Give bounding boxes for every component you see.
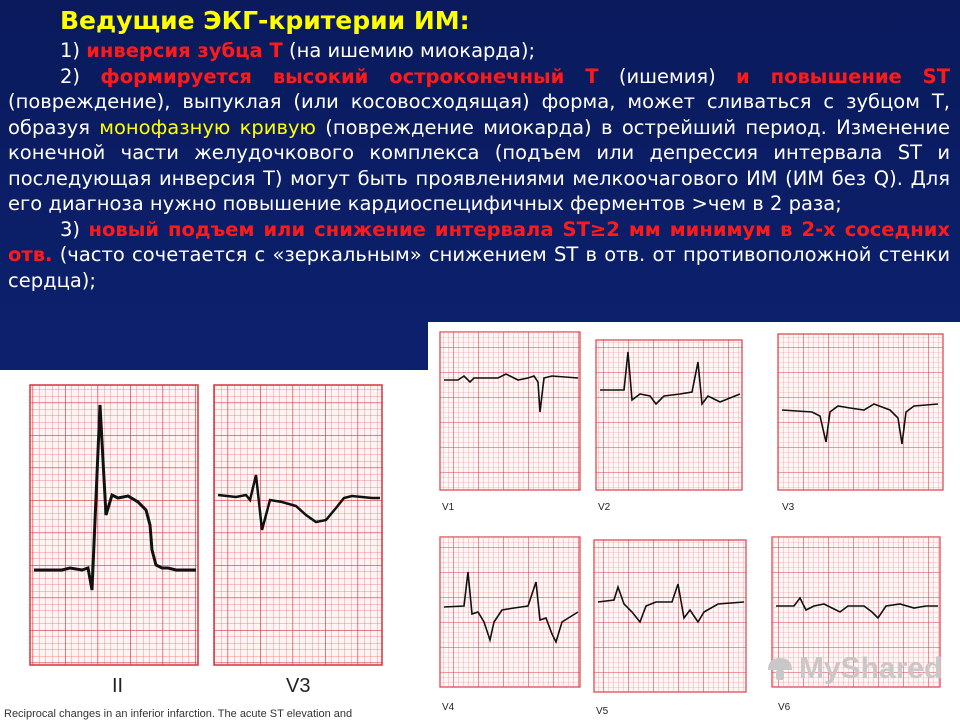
criterion-2-highlight-1: формируется высокий остроконечный Т [100, 64, 599, 88]
ecg-lead-v1 [440, 332, 580, 513]
ecg-lead-v2 [596, 340, 742, 513]
lead-label-ii: II [112, 675, 124, 697]
ecg-grid-ii [30, 385, 198, 665]
slide-title: Ведущие ЭКГ-критерии ИМ: [60, 6, 470, 35]
ecg-lead-v6 [772, 537, 943, 713]
lead-label-v5: V5 [596, 706, 609, 717]
criterion-3-number: 3) [60, 217, 89, 241]
ecg-lead-v5 [594, 540, 746, 717]
criterion-2-text-1: (ишемия) [598, 64, 737, 88]
left-ecg-figure [0, 370, 432, 720]
ecg-grid-v4 [440, 537, 580, 687]
criterion-1 [8, 38, 950, 64]
left-ecg-panel [0, 370, 432, 720]
criterion-3 [8, 217, 950, 294]
criterion-2-text-3: (повреждение миокарда) в острейший период. Изменение конечной части желудочкового комплекса (подъем или депрессия интервала ST и последующая инверсия Т) могут быть проявлениями мелкоочагового ИМ (ИМ без Q). Для его диагноза нужно повышение кардиоспецифичных ферментов >чем в 2 раза; [8, 115, 950, 215]
watermark [765, 652, 942, 686]
criterion-3-highlight: новый подъем или снижение интервала ST≥2 мм минимум в 2-х соседних отв. [8, 217, 950, 266]
criterion-1-number: 1) [60, 39, 87, 62]
watermark-text: MyShared [799, 652, 943, 685]
ecg-grid-v2 [596, 340, 742, 490]
ecg-strip-v3-left [214, 385, 382, 697]
criterion-2-highlight-yellow: монофазную кривую [99, 115, 316, 139]
ecg-grid-v3 [214, 385, 382, 665]
lead-label-v4: V4 [442, 702, 455, 713]
ecg-lead-v4 [440, 537, 580, 713]
criterion-2-highlight-2: и повышение ST [736, 64, 950, 88]
ecg-strip-ii [30, 385, 198, 697]
ecg-lead-v3-right [778, 334, 943, 513]
criterion-1-text: (на ишемию миокарда); [282, 39, 536, 62]
criterion-2 [8, 64, 950, 217]
figure-caption: Reciprocal changes in an inferior infarction. The acute ST elevation and [4, 708, 353, 720]
slide-text [8, 4, 950, 293]
mushroom-logo-icon [765, 654, 795, 684]
ecg-grid-v1 [440, 332, 580, 490]
criterion-1-highlight: инверсия зубца Т [86, 39, 283, 62]
criterion-2-number: 2) [60, 64, 101, 88]
criterion-2-text-2: (повреждение), выпуклая (или косовосходящая) форма, может сливаться с зубцом Т, образуя [8, 90, 950, 139]
lead-label-v2: V2 [598, 502, 611, 513]
criterion-3-text: (часто сочетается с «зеркальным» снижением ST в отв. от противоположной стенки сердца); [8, 243, 950, 292]
lead-label-v6: V6 [778, 702, 791, 713]
lead-label-v1: V1 [442, 502, 455, 513]
lead-label-v3: V3 [286, 675, 311, 697]
ecg-grid-v5 [594, 540, 746, 692]
lead-label-v3-right: V3 [782, 502, 795, 513]
